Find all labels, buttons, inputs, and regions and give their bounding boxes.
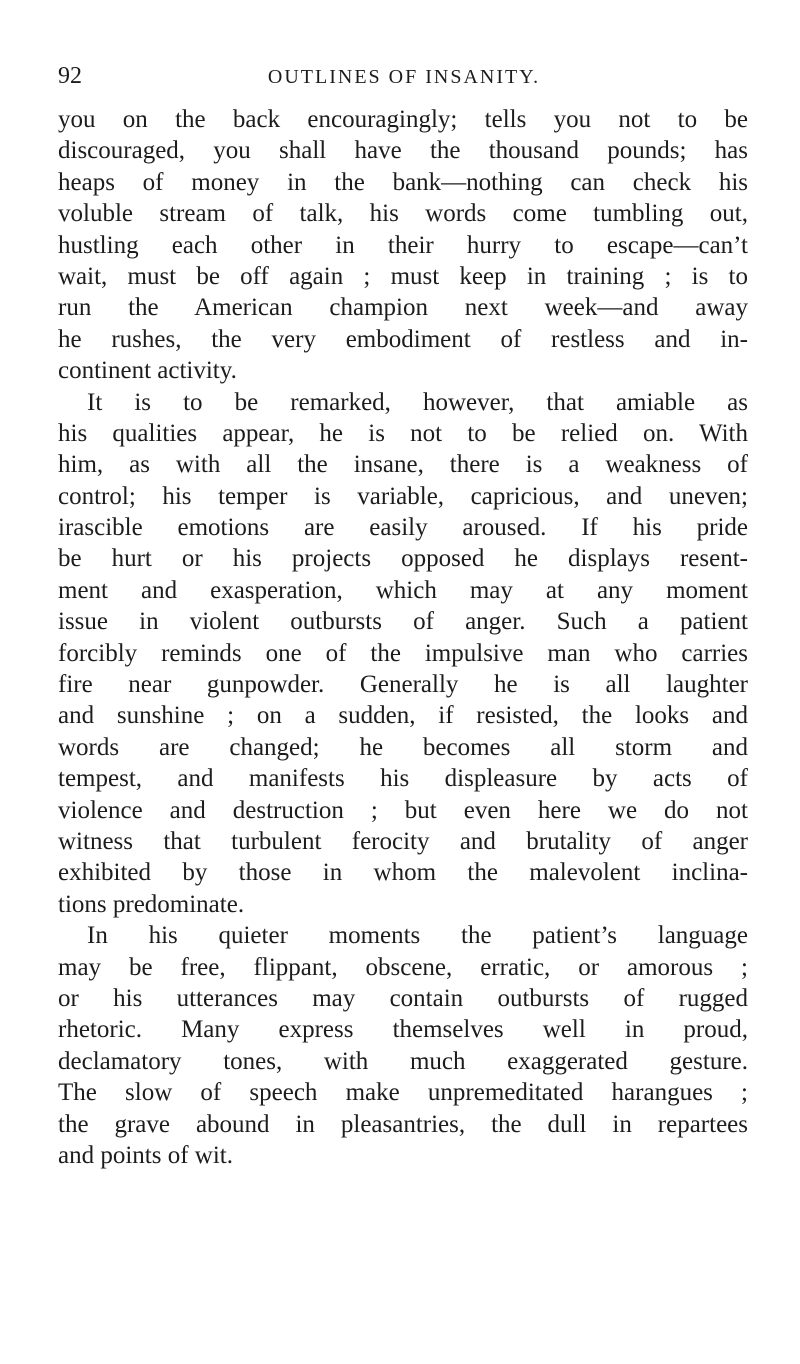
text-line: you on the back encouragingly; tells you not to be <box>58 106 748 133</box>
text-line: he rushes, the very embodiment of restless and in- <box>58 325 748 353</box>
text-line: voluble stream of talk, his words come tumbling out, <box>58 200 748 228</box>
text-line: It is to be remarked, however, that amiable as <box>87 388 748 416</box>
text-line: violence and destruction ; but even here we do not <box>58 796 748 824</box>
text-line: forcibly reminds one of the impulsive man who carries <box>58 639 748 667</box>
text-line: discouraged, you shall have the thousand pounds; has <box>58 137 748 165</box>
text-line: fire near gunpowder. Generally he is all laughter <box>58 671 748 699</box>
text-line: issue in violent outbursts of anger. Such a patient <box>58 608 748 636</box>
running-head <box>58 64 750 88</box>
text-line: him, as with all the insane, there is a weakness of <box>58 451 748 479</box>
text-line: irascible emotions are easily aroused. If his pride <box>58 514 748 542</box>
text-line: wait, must be off again ; must keep in training ; is to <box>58 262 748 290</box>
text-line: his qualities appear, he is not to be relied on. With <box>58 419 748 447</box>
text-line: words are changed; he becomes all storm and <box>58 733 748 761</box>
text-line: be hurt or his projects opposed he displays resent- <box>58 545 748 573</box>
page-number: 92 <box>58 63 82 89</box>
text-line: rhetoric. Many express themselves well in proud, <box>58 1016 748 1044</box>
text-line: hustling each other in their hurry to escape—can’t <box>58 231 748 259</box>
text-line: ment and exasperation, which may at any moment <box>58 576 748 604</box>
text-line: exhibited by those in whom the malevolent inclina- <box>58 859 748 887</box>
text-line: and points of wit. <box>58 1141 233 1169</box>
text-line: and sunshine ; on a sudden, if resisted, the looks and <box>58 702 748 730</box>
text-line: tempest, and manifests his displeasure by acts of <box>58 765 748 793</box>
text-line: tions predominate. <box>58 890 245 918</box>
body-text <box>58 104 748 1171</box>
text-line: control; his temper is variable, capricious, and uneven; <box>58 482 748 510</box>
text-line: or his utterances may contain outbursts of rugged <box>58 984 748 1012</box>
text-line: witness that turbulent ferocity and brutality of anger <box>58 827 748 855</box>
text-line: heaps of money in the bank—nothing can check his <box>58 168 748 196</box>
running-title: OUTLINES OF INSANITY. <box>267 66 541 88</box>
text-line: the grave abound in pleasantries, the dull in repartees <box>58 1110 748 1138</box>
text-line: run the American champion next week—and away <box>58 294 748 322</box>
text-line: In his quieter moments the patient’s language <box>87 922 748 950</box>
text-line: may be free, flippant, obscene, erratic, or amorous ; <box>58 953 748 981</box>
text-line: continent activity. <box>58 357 237 385</box>
text-line: The slow of speech make unpremeditated harangues ; <box>58 1079 748 1107</box>
text-line: declamatory tones, with much exaggerated gesture. <box>58 1047 748 1075</box>
